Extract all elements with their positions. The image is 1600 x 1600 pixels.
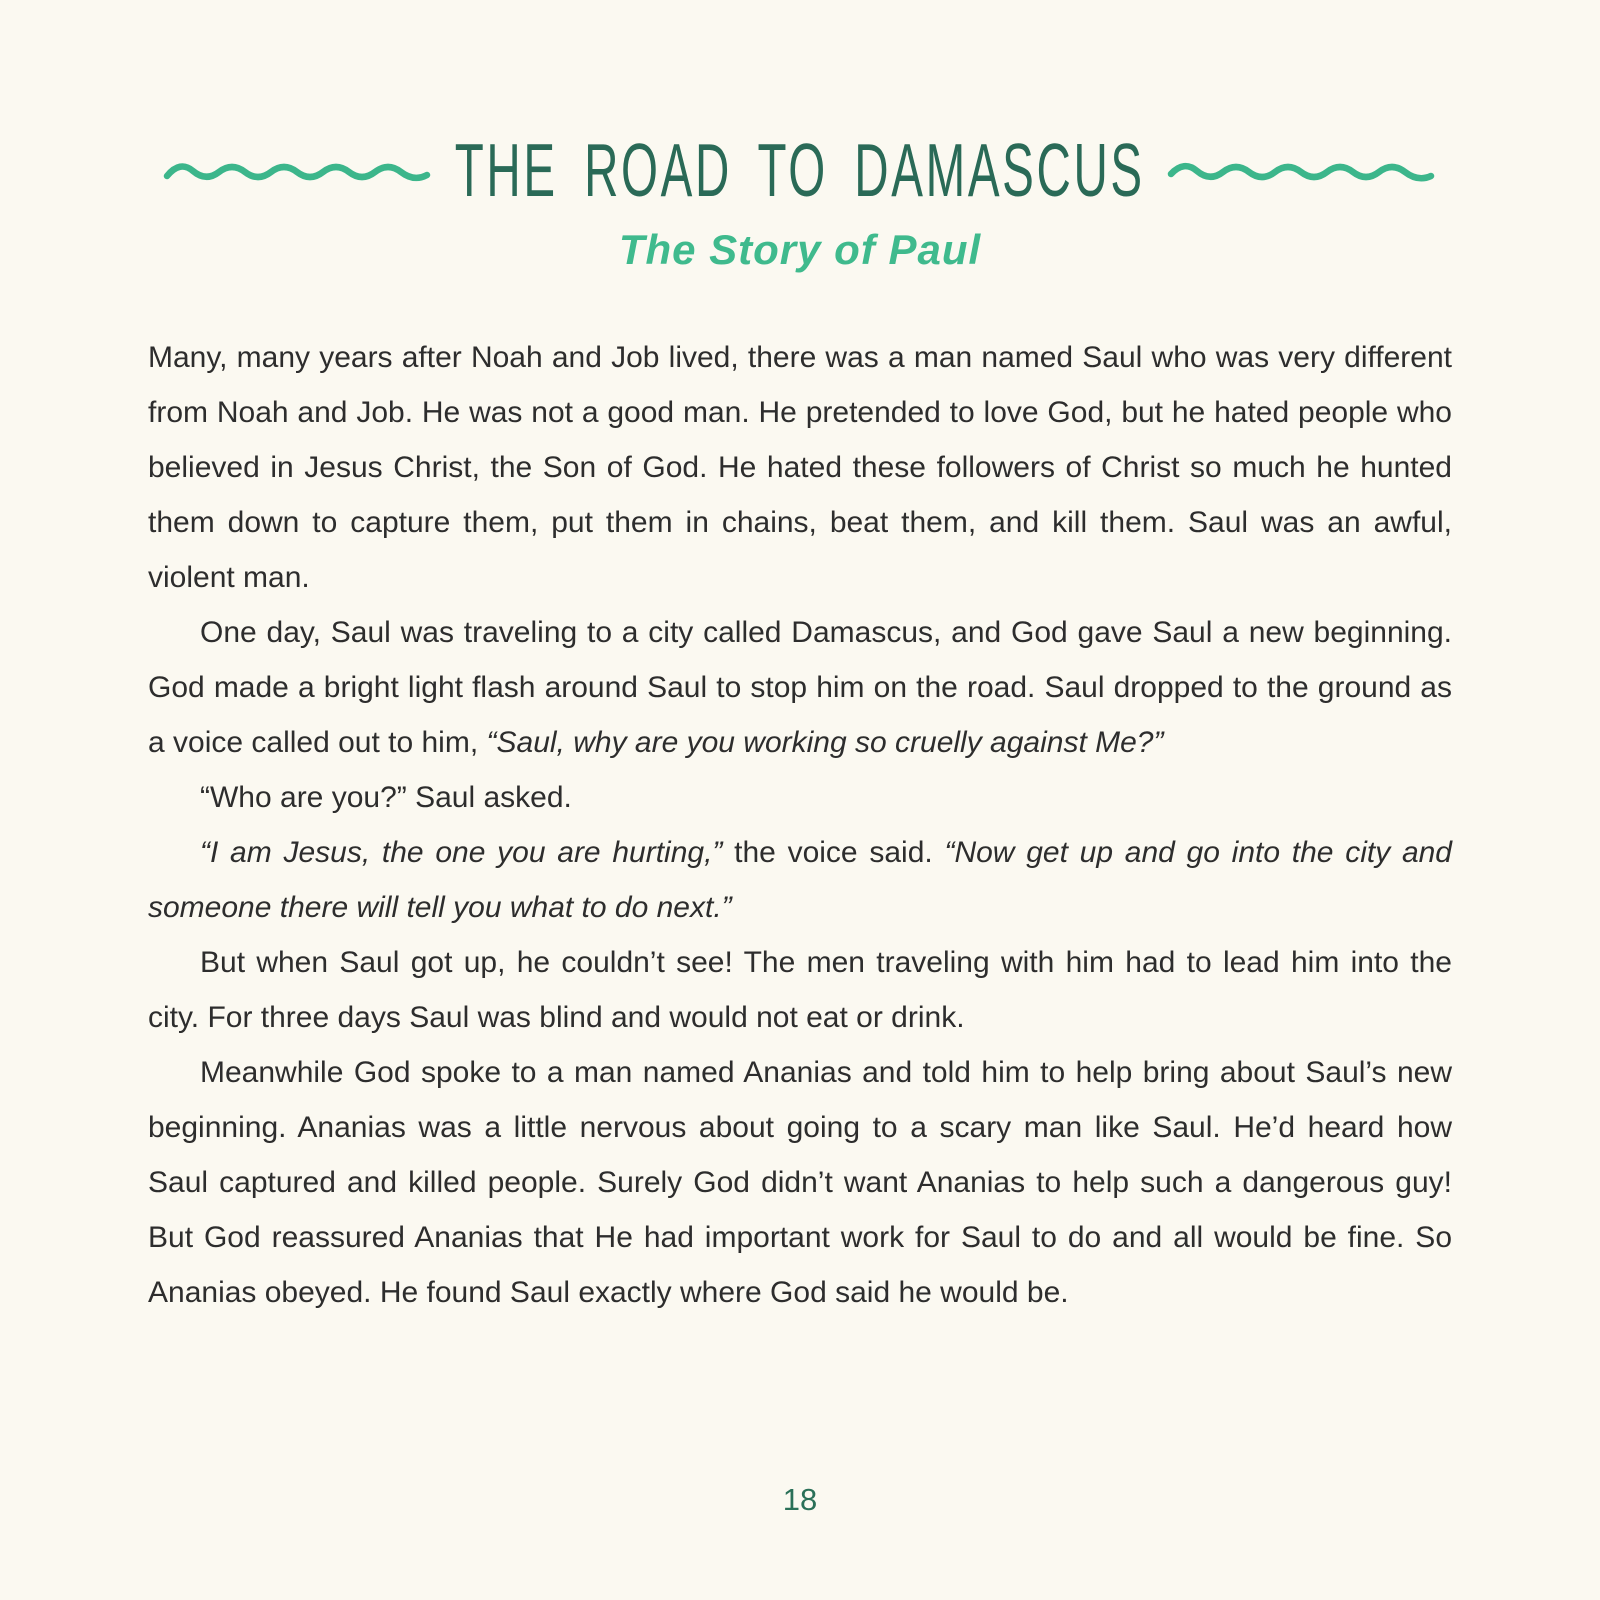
- narrative-text: One day, Saul was traveling to a city called Damascus, and God gave Saul a new beginning. God made a bright light flash around Saul to stop him on the road. Saul dropped to the ground as a voice called out to him,: [148, 616, 1452, 759]
- chapter-subtitle: The Story of Paul: [618, 226, 982, 273]
- paragraph: [148, 825, 1452, 935]
- wavy-line-right-icon: [1166, 151, 1438, 191]
- paragraph: [148, 770, 1452, 825]
- narrative-text: the voice said.: [722, 836, 945, 869]
- page-title-box: [444, 130, 1156, 212]
- story-text: [148, 330, 1452, 1320]
- narrative-text: Meanwhile God spoke to a man named Ananias and told him to help bring about Saul’s new beginning. Ananias was a little nervous about going to a scary man like Saul. He’d heard how Saul captured and killed people. Surely God didn’t want Ananias to help such a dangerous guy! But God reassured Ananias that He had important work for Saul to do and all would be fine. So Ananias obeyed. He found Saul exactly where God said he would be.: [148, 1056, 1452, 1309]
- narrative-text: Many, many years after Noah and Job lived, there was a man named Saul who was very different from Noah and Job. He was not a good man. He pretended to love God, but he hated people who believed in Jesus Christ, the Son of God. He hated these followers of Christ so much he hunted them down to capture them, put them in chains, beat them, and kill them. Saul was an awful, violent man.: [148, 341, 1452, 594]
- page-footer: [0, 1482, 1600, 1518]
- narrative-text: But when Saul got up, he couldn’t see! The men traveling with him had to lead him into the city. For three days Saul was blind and would not eat or drink.: [148, 946, 1452, 1034]
- page-number: 18: [782, 1482, 818, 1517]
- narrative-text: “Who are you?” Saul asked.: [200, 781, 572, 814]
- quote-text: “I am Jesus, the one you are hurting,”: [200, 836, 723, 869]
- wavy-line-left-icon: [162, 151, 434, 191]
- paragraph: [148, 935, 1452, 1045]
- chapter-header: [0, 0, 1600, 274]
- paragraph: [148, 330, 1452, 605]
- paragraph: [148, 605, 1452, 770]
- quote-text: “Saul, why are you working so cruelly against Me?”: [486, 726, 1164, 759]
- chapter-title-row: [0, 128, 1600, 214]
- quote-text: “Now get up and go into the city and someone there will tell you what to do next.”: [148, 836, 1452, 924]
- page-title: THE ROAD TO DAMASCUS: [454, 129, 1146, 213]
- paragraph: [148, 1045, 1452, 1320]
